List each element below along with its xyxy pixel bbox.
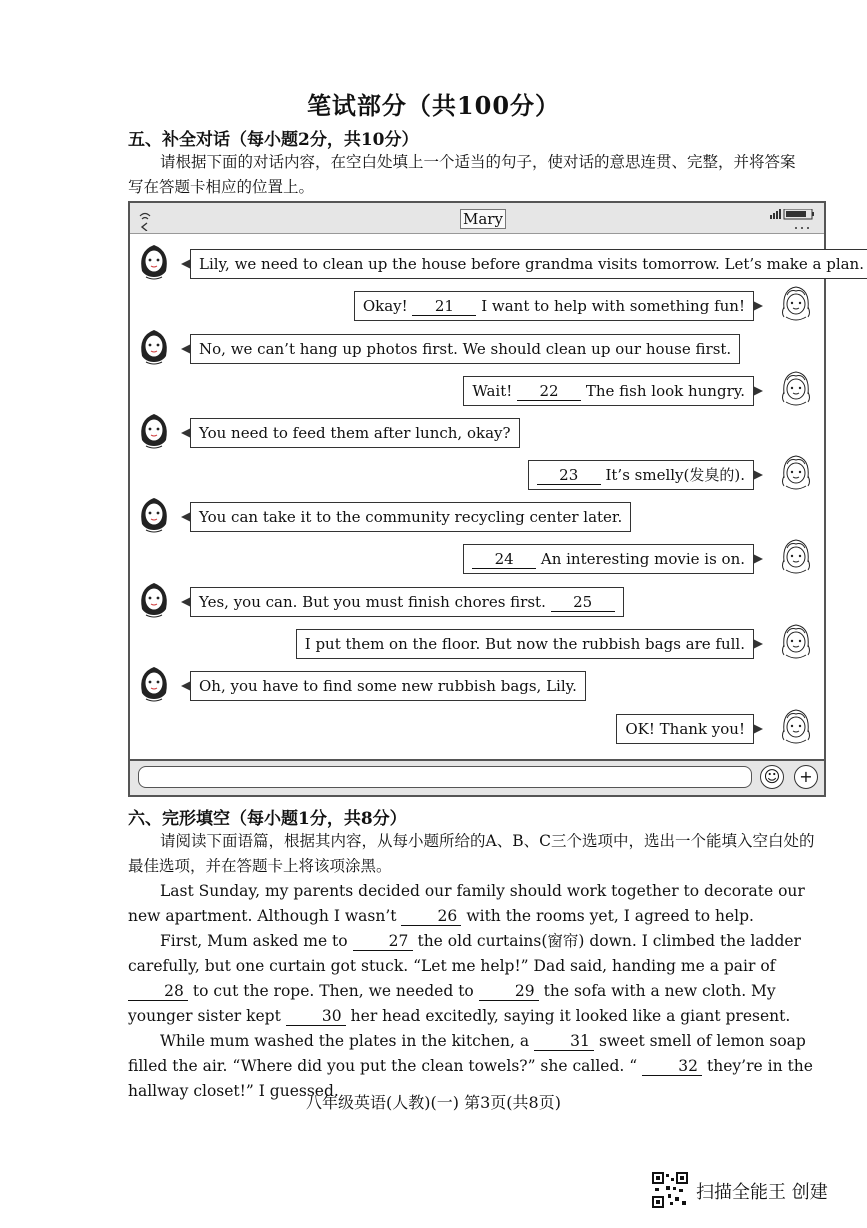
chat-bubble-right bbox=[528, 460, 754, 490]
passage-text: the old curtains(窗帘) down. I climbed the ladder carefully, but one curtain got stuck. “Let me help!” Dad said, handing me a pair of bbox=[128, 932, 801, 975]
message-text: Yes, you can. But you must finish chores first. bbox=[199, 593, 551, 611]
instruction-line: 请根据下面的对话内容，在空白处填上一个适当的句子，使对话的意思连贯、完整，并将答案 bbox=[160, 153, 796, 171]
signal-battery-icon bbox=[770, 209, 816, 219]
contact-name: Mary bbox=[460, 209, 506, 229]
chat-bubble-left bbox=[190, 334, 740, 364]
chat-bubble-right bbox=[616, 714, 754, 744]
message-text: Wait! bbox=[472, 382, 518, 400]
instruction-line: 请阅读下面语篇，根据其内容，从每小题所给的A、B、C三个选项中，选出一个能填入空白处的 bbox=[160, 832, 815, 850]
passage-text: sweet smell of lemon soap filled the air. “Where did you put the clean towels?” she called. “ bbox=[128, 1032, 806, 1075]
chat-bubble-right bbox=[296, 629, 754, 659]
chat-window bbox=[128, 201, 864, 797]
message-text: An interesting movie is on. bbox=[536, 550, 745, 568]
blank-21: 21 bbox=[412, 297, 476, 316]
blank-32: 32 bbox=[642, 1057, 702, 1076]
section6-instruction bbox=[128, 829, 828, 879]
avatar-lily-icon bbox=[778, 621, 814, 661]
passage-text: the sofa with a new cloth. My younger sister kept bbox=[128, 982, 776, 1025]
chat-bubble-left bbox=[190, 418, 520, 448]
instruction-line: 最佳选项，并在答题卡上将该项涂黑。 bbox=[128, 857, 392, 875]
chat-input-bar bbox=[130, 759, 824, 795]
blank-25: 25 bbox=[551, 593, 615, 612]
passage-paragraph bbox=[128, 879, 828, 929]
chat-bubble-left bbox=[190, 671, 586, 701]
page-title: 笔试部分（共100分） bbox=[306, 91, 561, 120]
back-arrow-icon[interactable] bbox=[138, 211, 152, 235]
message-text: I put them on the floor. But now the rubbish bags are full. bbox=[304, 635, 745, 653]
avatar-lily-icon bbox=[778, 283, 814, 323]
avatar-mom-icon bbox=[136, 663, 172, 703]
avatar-mom-icon bbox=[136, 410, 172, 450]
avatar-lily-icon bbox=[778, 452, 814, 492]
avatar-lily-icon bbox=[778, 536, 814, 576]
message-text: OK! Thank you! bbox=[625, 720, 745, 738]
blank-26: 26 bbox=[401, 907, 461, 926]
message-text: Lily, we need to clean up the house before grandma visits tomorrow. Let’s make a plan. bbox=[199, 255, 864, 273]
passage-text: her head excitedly, saying it looked like a giant present. bbox=[345, 1007, 791, 1025]
avatar-mom-icon bbox=[136, 241, 172, 281]
watermark-text: 扫描全能王 创建 bbox=[696, 1182, 828, 1203]
section5-instruction bbox=[128, 150, 828, 200]
blank-27: 27 bbox=[353, 932, 413, 951]
chat-bubble-left bbox=[190, 587, 624, 617]
section5-heading: 五、补全对话（每小题2分，共10分） bbox=[128, 130, 419, 150]
qr-code-icon bbox=[652, 1172, 688, 1208]
chat-bubble-right bbox=[354, 291, 754, 321]
chat-bubble-left bbox=[190, 502, 631, 532]
passage-text: with the rooms yet, I agreed to help. bbox=[461, 907, 754, 925]
passage-paragraph bbox=[128, 929, 828, 1029]
blank-31: 31 bbox=[534, 1032, 594, 1051]
message-input[interactable] bbox=[138, 766, 752, 788]
message-text: You need to feed them after lunch, okay? bbox=[199, 424, 511, 442]
message-text: It’s smelly(发臭的). bbox=[600, 466, 745, 484]
section6-heading: 六、完形填空（每小题1分，共8分） bbox=[128, 809, 407, 829]
passage-text: they’re in the hallway closet!” I guessed. bbox=[128, 1057, 813, 1100]
emoji-icon[interactable]: ☺ bbox=[760, 765, 784, 789]
chat-bubble-right bbox=[463, 544, 754, 574]
avatar-mom-icon bbox=[136, 326, 172, 366]
blank-22: 22 bbox=[517, 382, 581, 401]
passage-text: While mum washed the plates in the kitchen, a bbox=[160, 1032, 535, 1050]
message-text: Okay! bbox=[362, 297, 413, 315]
message-text: The fish look hungry. bbox=[581, 382, 745, 400]
blank-30: 30 bbox=[286, 1007, 346, 1026]
add-icon[interactable]: + bbox=[794, 765, 818, 789]
blank-28: 28 bbox=[128, 982, 188, 1001]
avatar-lily-icon bbox=[778, 368, 814, 408]
instruction-line: 写在答题卡相应的位置上。 bbox=[128, 178, 315, 196]
message-text: You can take it to the community recycling center later. bbox=[199, 508, 623, 526]
blank-29: 29 bbox=[479, 982, 539, 1001]
avatar-lily-icon bbox=[778, 706, 814, 746]
blank-23: 23 bbox=[537, 466, 601, 485]
avatar-mom-icon bbox=[136, 494, 172, 534]
passage-text: First, Mum asked me to bbox=[160, 932, 353, 950]
avatar-mom-icon bbox=[136, 579, 172, 619]
passage-text: to cut the rope. Then, we needed to bbox=[188, 982, 479, 1000]
message-text: No, we can’t hang up photos first. We should clean up our house first. bbox=[199, 340, 732, 358]
page-footer: 八年级英语(人教)(一) 第3页(共8页) bbox=[306, 1093, 561, 1112]
scanner-watermark bbox=[652, 1172, 852, 1212]
chat-header bbox=[130, 203, 824, 234]
message-text: Oh, you have to find some new rubbish bags, Lily. bbox=[199, 677, 577, 695]
passage-text: Last Sunday, my parents decided our family should work together to decorate our new apartment. Although I wasn’t bbox=[128, 882, 805, 925]
chat-bubble-right bbox=[463, 376, 754, 406]
message-text: I want to help with something fun! bbox=[476, 297, 745, 315]
blank-24: 24 bbox=[472, 550, 536, 569]
chat-bubble-left bbox=[190, 249, 867, 279]
